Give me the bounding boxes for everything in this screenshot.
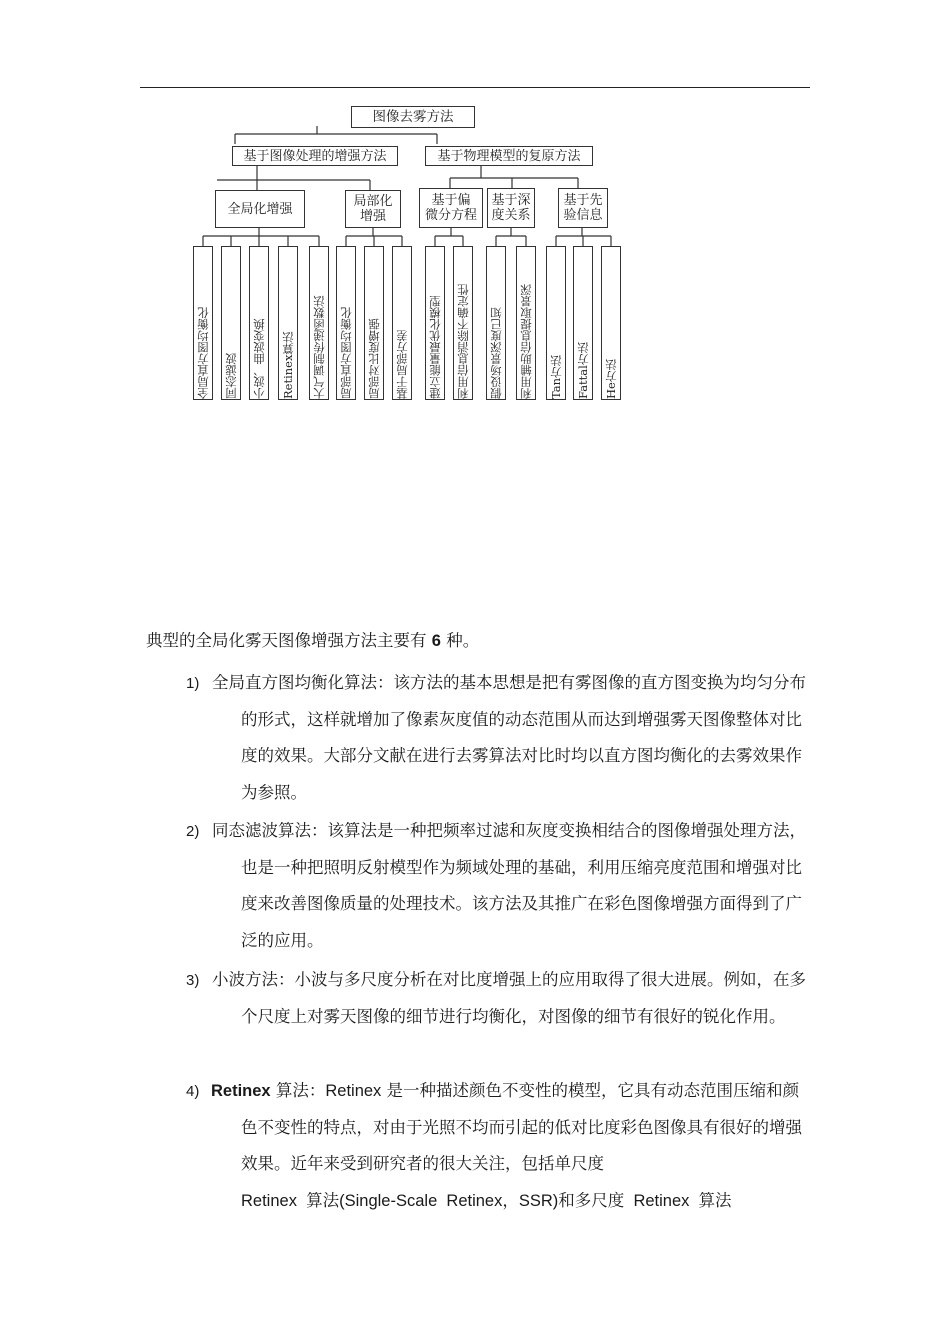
leaf-node xyxy=(364,246,384,400)
leaf-label: 利用信息消除不确定性 xyxy=(456,284,470,399)
leaf-node xyxy=(453,246,473,400)
leaf-label: Tan方法 xyxy=(549,354,563,399)
leaf-node xyxy=(221,246,241,400)
item-text: Retinex 算法(Single-Scale Retinex，SSR)和多尺度 Retinex 算法 xyxy=(241,1191,732,1210)
branch-label: 基于图像处理的增强方法 xyxy=(243,148,387,164)
leaf-label: 大气调制传递函数法 xyxy=(312,295,326,399)
item-text: 例如，在多个尺度上对雾天图像的细节进行均衡化，对图像的细节有很好的锐化作用。 xyxy=(241,970,806,1026)
item-text-latin: Retinex xyxy=(325,1082,382,1100)
intro-count: 6 xyxy=(431,632,441,650)
item-text: 处理方法，也是一种把照明反射模型作为频域处理的基础，利用压缩亮度范围和增强对比度来改善图像质量的处理技术。该方法及其推广在彩色图像增强方面得到了广泛的应用。 xyxy=(241,821,806,950)
list-item xyxy=(212,813,809,959)
item-title: 算法： xyxy=(270,1081,326,1100)
leaf-node xyxy=(309,246,329,400)
group-label-line: 基于深 xyxy=(491,193,531,208)
leaf-label: He方法 xyxy=(604,359,618,399)
leaf-node xyxy=(425,246,445,400)
item-title: 同态滤波算法： xyxy=(212,821,328,840)
leaf-node xyxy=(516,246,536,400)
group-label: 全局化增强 xyxy=(227,201,293,217)
item-text: 该算法是一种把频率过滤和灰度变换相结合的图像增强 xyxy=(327,821,724,840)
leaf-node xyxy=(573,246,593,400)
group-label-line: 基于先 xyxy=(563,193,603,208)
header-rule xyxy=(140,87,810,88)
leaf-label: 利用辅助信息提取景深 xyxy=(519,284,533,399)
branch-label: 基于物理模型的复原方法 xyxy=(437,148,581,164)
leaf-label: 建立能量最优化模型 xyxy=(428,295,442,399)
list-item xyxy=(212,962,813,1035)
item-text: 是一种描述颜色不变性的模型，它具有动态范围 xyxy=(381,1081,734,1100)
group-label-line: 局部化 xyxy=(353,194,393,209)
group-node-local-enhancement xyxy=(345,190,401,228)
list-number: 4) xyxy=(186,1083,200,1100)
dehazing-methods-tree-diagram xyxy=(185,100,635,400)
item-text: 该方法的基本思想是把有雾图像的直方图变换 xyxy=(393,673,724,692)
leaf-node xyxy=(193,246,213,400)
leaf-label: 局部对比度增强 xyxy=(367,318,381,399)
item-title: 全局直方图均衡化算法： xyxy=(212,673,394,692)
group-label-line: 验信息 xyxy=(563,208,603,223)
leaf-label: 假设场景深度已知 xyxy=(489,307,503,399)
leaf-label: 小波、曲波变换 xyxy=(252,318,266,399)
group-node-pde xyxy=(419,188,483,228)
group-label-line: 度关系 xyxy=(491,208,531,223)
item-title: 小波方法： xyxy=(212,970,295,989)
leaf-label: Fattal方法 xyxy=(576,342,590,399)
item-title-latin: Retinex xyxy=(211,1082,271,1100)
list-number: 1) xyxy=(186,675,200,692)
leaf-label: 基于局部方差 xyxy=(395,330,409,399)
group-label-line: 微分方程 xyxy=(424,208,477,223)
leaf-label: 全局直方图均衡化 xyxy=(196,307,210,399)
group-node-global-enhancement xyxy=(215,190,305,228)
intro-text: 种。 xyxy=(446,631,480,650)
leaf-node xyxy=(392,246,412,400)
leaf-node xyxy=(336,246,356,400)
leaf-node xyxy=(486,246,506,400)
leaf-node xyxy=(278,246,298,400)
intro-text: 典型的全局化雾天图像增强方法主要有 xyxy=(146,631,427,650)
group-label-line: 增强 xyxy=(359,209,386,224)
item-text: 压缩和颜色不变性的特点，对由于光照不均而引起的低对比度彩色图像具有很好的增强效果。近年来受到研究者的很大关注，包括单尺度 xyxy=(241,1081,802,1173)
leaf-label: Retinex算法 xyxy=(281,331,295,399)
leaf-node xyxy=(601,246,621,400)
leaf-node xyxy=(546,246,566,400)
group-label-line: 基于偏 xyxy=(431,193,471,208)
list-item xyxy=(211,1073,809,1219)
leaf-label: 同态滤波 xyxy=(224,353,238,399)
leaf-label: 局部直方图均衡化 xyxy=(339,307,353,399)
root-node xyxy=(351,106,475,128)
group-node-prior xyxy=(558,188,608,228)
item-text: 为均匀分布的形式，这样就增加了像素灰度值的动态范围从而达到增强雾天图像整体对比度的效果。大部分文献在进行去雾算法对比时均以直方图均衡化的去雾效果作为参照。 xyxy=(241,673,806,802)
list-number: 3) xyxy=(186,972,200,989)
list-item xyxy=(212,665,809,811)
branch-node-image-processing xyxy=(232,146,398,166)
leaf-node xyxy=(249,246,269,400)
intro-sentence xyxy=(146,627,479,651)
group-node-depth xyxy=(487,188,535,228)
root-label: 图像去雾方法 xyxy=(372,108,454,125)
branch-node-physical-model xyxy=(425,146,593,166)
list-number: 2) xyxy=(186,823,200,840)
item-text: 小波与多尺度分析在对比度增强上的应用取得了很大进展。 xyxy=(294,970,724,989)
